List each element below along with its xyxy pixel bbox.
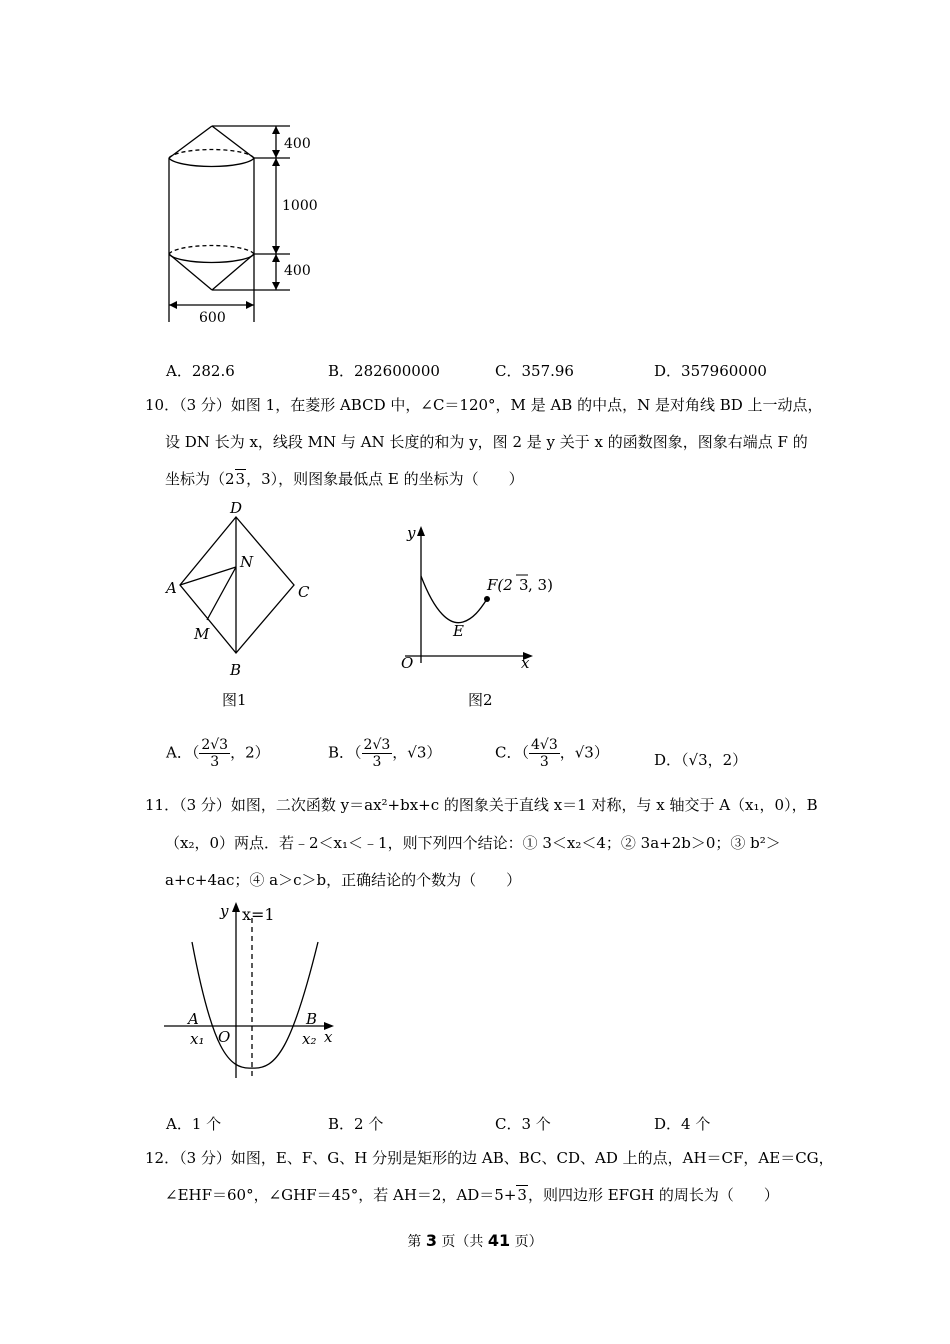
- label-A: A: [166, 579, 177, 597]
- q10-line3: 坐标为（23，3），则图象最低点 E 的坐标为（ ）: [165, 470, 524, 488]
- axis-y: y: [220, 902, 229, 920]
- q9-option-c: C．357.96: [495, 362, 574, 380]
- label-F: F(2: [487, 576, 513, 594]
- origin-O: O: [401, 654, 414, 672]
- q10-line2: 设 DN 长为 x，线段 MN 与 AN 长度的和为 y，图 2 是 y 关于 x 的函数图象，图象右端点 F 的: [165, 433, 808, 451]
- q10-option-a: A．（ $\frac{2√3}{3}$ ，2）: [166, 737, 270, 770]
- q11-line2: （x₂，0）两点．若﹣2＜x₁＜﹣1，则下列四个结论：① 3＜x₂＜4；② 3a+2b＞0；③ b²＞: [165, 834, 781, 852]
- dim-width: 600: [199, 310, 226, 326]
- label-B: B: [306, 1010, 318, 1028]
- dim-middle: 1000: [282, 198, 318, 214]
- q12-line1: 12．（3 分）如图，E、F、G、H 分别是矩形的边 AB、BC、CD、AD 上的点，AH＝CF，AE＝CG，: [145, 1149, 834, 1167]
- label-F-sqrt: 3: [519, 576, 529, 594]
- axis-x: x: [324, 1028, 333, 1046]
- q9-option-b: B．282600000: [328, 362, 440, 380]
- label-C: C: [298, 583, 310, 601]
- q10-option-c: C．（ $\frac{4√3}{3}$ ，√3）: [495, 737, 609, 770]
- symmetry-axis-label: x=1: [242, 905, 275, 924]
- q12-line2: ∠EHF＝60°，∠GHF＝45°，若 AH＝2，AD＝5+3，则四边形 EFGH 的周长为（ ）: [165, 1186, 779, 1204]
- label-A: A: [188, 1010, 199, 1028]
- q9-option-a: A．282.6: [166, 362, 235, 380]
- dim-bottom: 400: [284, 263, 311, 279]
- label-M: M: [194, 625, 210, 643]
- label-F-end: , 3): [528, 576, 553, 594]
- label-x2: x₂: [302, 1030, 317, 1048]
- q11-option-c: C．3 个: [495, 1115, 551, 1133]
- q10-figure-1: [160, 497, 320, 682]
- page-number: 3: [425, 1231, 437, 1250]
- axis-y: y: [407, 524, 416, 542]
- caption-fig1: 图1: [222, 691, 247, 709]
- q10-option-d: D．（√3，2）: [654, 751, 748, 769]
- dim-top: 400: [284, 136, 311, 152]
- label-B: B: [230, 661, 242, 679]
- total-pages: 41: [487, 1231, 511, 1250]
- label-x1: x₁: [190, 1030, 205, 1048]
- label-N: N: [240, 553, 254, 571]
- q11-line1: 11．（3 分）如图，二次函数 y＝ax²+bx+c 的图象关于直线 x＝1 对称，与 x 轴交于 A（x₁，0），B: [145, 796, 818, 814]
- q11-line3: a+c+4ac；④ a＞c＞b，正确结论的个数为（ ）: [165, 871, 522, 889]
- caption-fig2: 图2: [468, 691, 493, 709]
- q10-figure-2: [395, 518, 575, 678]
- q10-option-b: B．（ $\frac{2√3}{3}$ ，√3）: [328, 737, 442, 770]
- q9-figure: [150, 118, 340, 333]
- q10-line1: 10．（3 分）如图 1，在菱形 ABCD 中，∠C＝120°，M 是 AB 的中点，N 是对角线 BD 上一动点，: [145, 396, 823, 414]
- sqrt-3: 3: [235, 470, 246, 488]
- q11-option-a: A．1 个: [166, 1115, 222, 1133]
- page-footer: 第 3 页（共 41 页）: [407, 1231, 543, 1250]
- origin-O: O: [218, 1028, 231, 1046]
- sqrt-3: 3: [517, 1186, 527, 1204]
- q11-figure: [160, 898, 340, 1088]
- q9-option-d: D．357960000: [654, 362, 767, 380]
- axis-x: x: [521, 654, 530, 672]
- q11-option-b: B．2 个: [328, 1115, 384, 1133]
- label-E: E: [453, 622, 464, 640]
- q11-option-d: D．4 个: [654, 1115, 711, 1133]
- label-D: D: [230, 499, 243, 517]
